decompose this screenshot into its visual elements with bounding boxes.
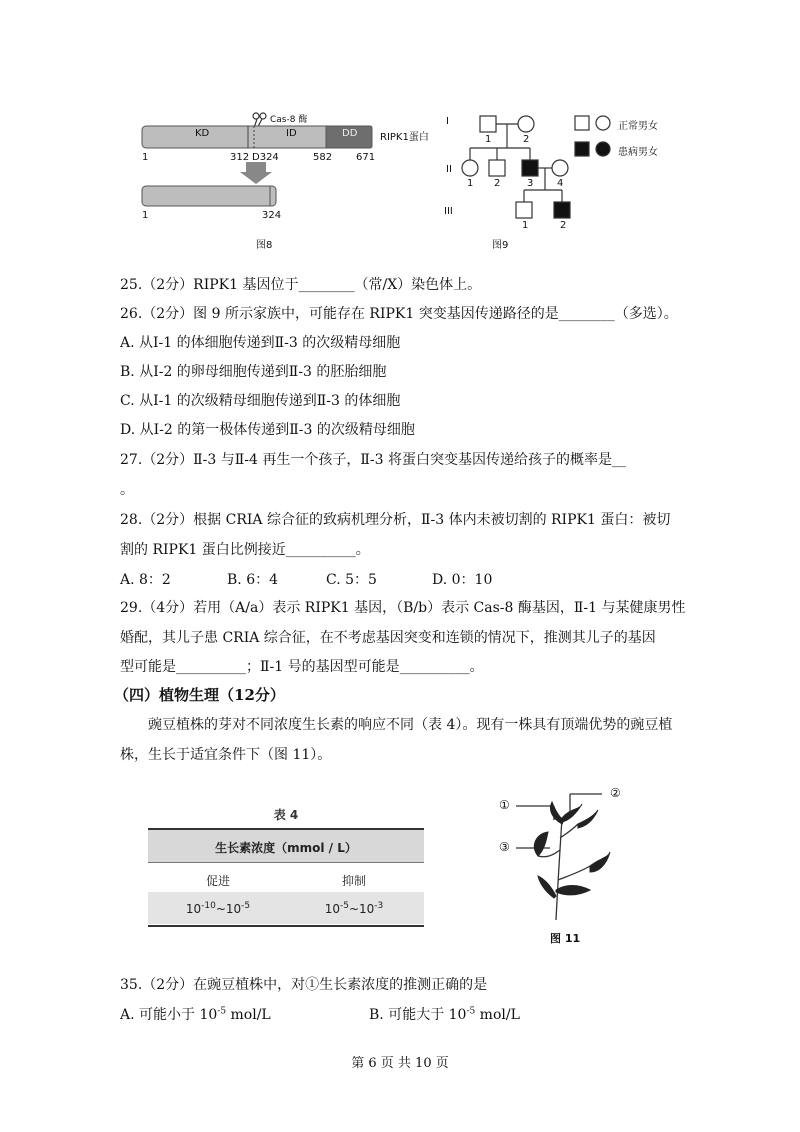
table-bottom-rule	[148, 925, 424, 927]
val1-base: 10	[185, 902, 202, 916]
fig9-caption: 图9	[492, 240, 509, 251]
section-4-intro: 豌豆植株的芽对不同浓度生长素的响应不同（表 4）。现有一株具有顶端优势的豌豆植株，生长于适宜条件下（图 11）。	[120, 717, 673, 763]
fig8-pos-582: 582	[313, 152, 333, 163]
val2-exp2: -3	[374, 901, 384, 911]
question-29-line-1: 29.（4分）若用（A/a）表示 RIPK1 基因，（B/b）表示 Cas-8 酶基因，Ⅱ-1 与某健康男性	[120, 600, 686, 616]
q35-a-prefix: A. 可能小于 10	[120, 1007, 218, 1023]
figure-11-plant	[490, 780, 630, 940]
fig11-caption: 图 11	[550, 932, 581, 945]
question-26: 26.（2分）图 9 所示家族中，可能存在 RIPK1 突变基因传递路径的是________（多选）。	[120, 306, 678, 322]
table-mid-rule	[148, 862, 424, 863]
question-28-option-b: B. 6：4	[227, 572, 279, 588]
section-4-heading: （四）植物生理（12分）	[114, 686, 285, 704]
legend-normal-label: 正常男女	[618, 121, 658, 132]
gen1-num-2: 2	[523, 134, 530, 145]
question-27-line-2: 。	[120, 482, 134, 498]
fig8-id-label: ID	[286, 128, 297, 139]
fig8-dd-label: DD	[342, 128, 358, 139]
question-26-option-c: C. 从Ⅰ-1 的次级精母细胞传递到Ⅱ-3 的体细胞	[120, 393, 401, 409]
page-footer: 第 6 页 共 10 页	[351, 1056, 449, 1071]
table-4-col-inhibit: 抑制	[341, 874, 366, 888]
table-4-header: 生长素浓度（mmol / L）	[215, 841, 357, 855]
question-26-option-b: B. 从Ⅰ-2 的卵母细胞传递到Ⅱ-3 的胚胎细胞	[120, 364, 387, 380]
val1-exp2: -5	[241, 901, 251, 911]
question-28-line-2: 割的 RIPK1 蛋白比例接近__________。	[120, 542, 370, 558]
val1-exp1: -10	[201, 901, 216, 911]
q35-b-exp: -5	[466, 1006, 476, 1017]
fig11-marker-2: ②	[610, 786, 621, 800]
fig8-trunc-pos-1: 1	[142, 210, 149, 221]
table-4-title: 表 4	[273, 808, 299, 822]
legend-affected-label: 患病男女	[618, 147, 658, 158]
question-26-option-a: A. 从Ⅰ-1 的体细胞传递到Ⅱ-3 的次级精母细胞	[120, 335, 401, 351]
question-28-option-a: A. 8：2	[120, 572, 171, 588]
question-35: 35.（2分）在豌豆植株中，对①生长素浓度的推测正确的是	[120, 977, 488, 993]
gen-label-3: III	[444, 206, 453, 217]
question-27-line-1: 27.（2分）Ⅱ-3 与Ⅱ-4 再生一个孩子，Ⅱ-3 将蛋白突变基因传递给孩子的概率是__	[120, 452, 626, 468]
table-4	[148, 800, 424, 930]
question-29-line-3: 型可能是__________；Ⅱ-1 号的基因型可能是__________。	[120, 659, 484, 675]
gen-label-2: II	[446, 164, 452, 175]
q35-b-prefix: B. 可能大于 10	[369, 1007, 467, 1023]
question-25: 25.（2分）RIPK1 基因位于________（常/X）染色体上。	[120, 277, 482, 293]
gen2-num-2: 2	[494, 178, 501, 189]
gen1-num-1: 1	[485, 134, 492, 145]
question-29-line-2: 婚配，其儿子患 CRIA 综合征，在不考虑基因突变和连锁的情况下，推测其儿子的基因	[120, 630, 656, 646]
q35-a-suffix: mol/L	[226, 1007, 271, 1023]
q35-b-suffix: mol/L	[475, 1007, 520, 1023]
val2-exp1: -5	[339, 901, 349, 911]
gen2-num-4: 4	[557, 178, 564, 189]
question-35-option-b	[369, 1004, 520, 1024]
gen3-num-2: 2	[560, 220, 567, 231]
fig8-kd-label: KD	[195, 128, 210, 139]
fig8-enzyme-label: Cas-8 酶	[270, 115, 308, 125]
table-4-val-promote	[168, 901, 268, 916]
table-4-val-inhibit	[304, 901, 404, 916]
fig8-trunc-pos-324: 324	[262, 210, 282, 221]
question-26-option-d: D. 从Ⅰ-2 的第一极体传递到Ⅱ-3 的次级精母细胞	[120, 422, 415, 438]
table-4-col-promote: 促进	[205, 874, 230, 888]
question-28-option-d: D. 0：10	[432, 572, 493, 588]
fig8-caption: 图8	[256, 240, 273, 251]
fig8-pos-312: 312	[230, 152, 250, 163]
fig11-marker-1: ①	[499, 798, 510, 812]
gen2-num-3: 3	[527, 178, 534, 189]
fig8-pos-671: 671	[356, 152, 376, 163]
fig11-marker-3: ③	[499, 840, 510, 854]
gen2-num-1: 1	[467, 178, 474, 189]
gen-label-1: I	[446, 116, 449, 127]
question-28-line-1: 28.（2分）根据 CRIA 综合征的致病机理分析，Ⅱ-3 体内未被切割的 RIPK1 蛋白：被切	[120, 512, 671, 528]
question-28-option-c: C. 5：5	[326, 572, 377, 588]
fig8-pos-d324: D324	[252, 152, 279, 163]
val1-mid: ~10	[215, 902, 242, 916]
fig8-pos-1: 1	[142, 152, 149, 163]
val2-mid: ~10	[348, 902, 375, 916]
question-35-option-a	[120, 1004, 271, 1024]
fig8-protein-label: RIPK1蛋白	[380, 132, 429, 143]
q35-a-exp: -5	[217, 1006, 227, 1017]
val2-base: 10	[324, 902, 340, 916]
gen3-num-1: 1	[522, 220, 529, 231]
